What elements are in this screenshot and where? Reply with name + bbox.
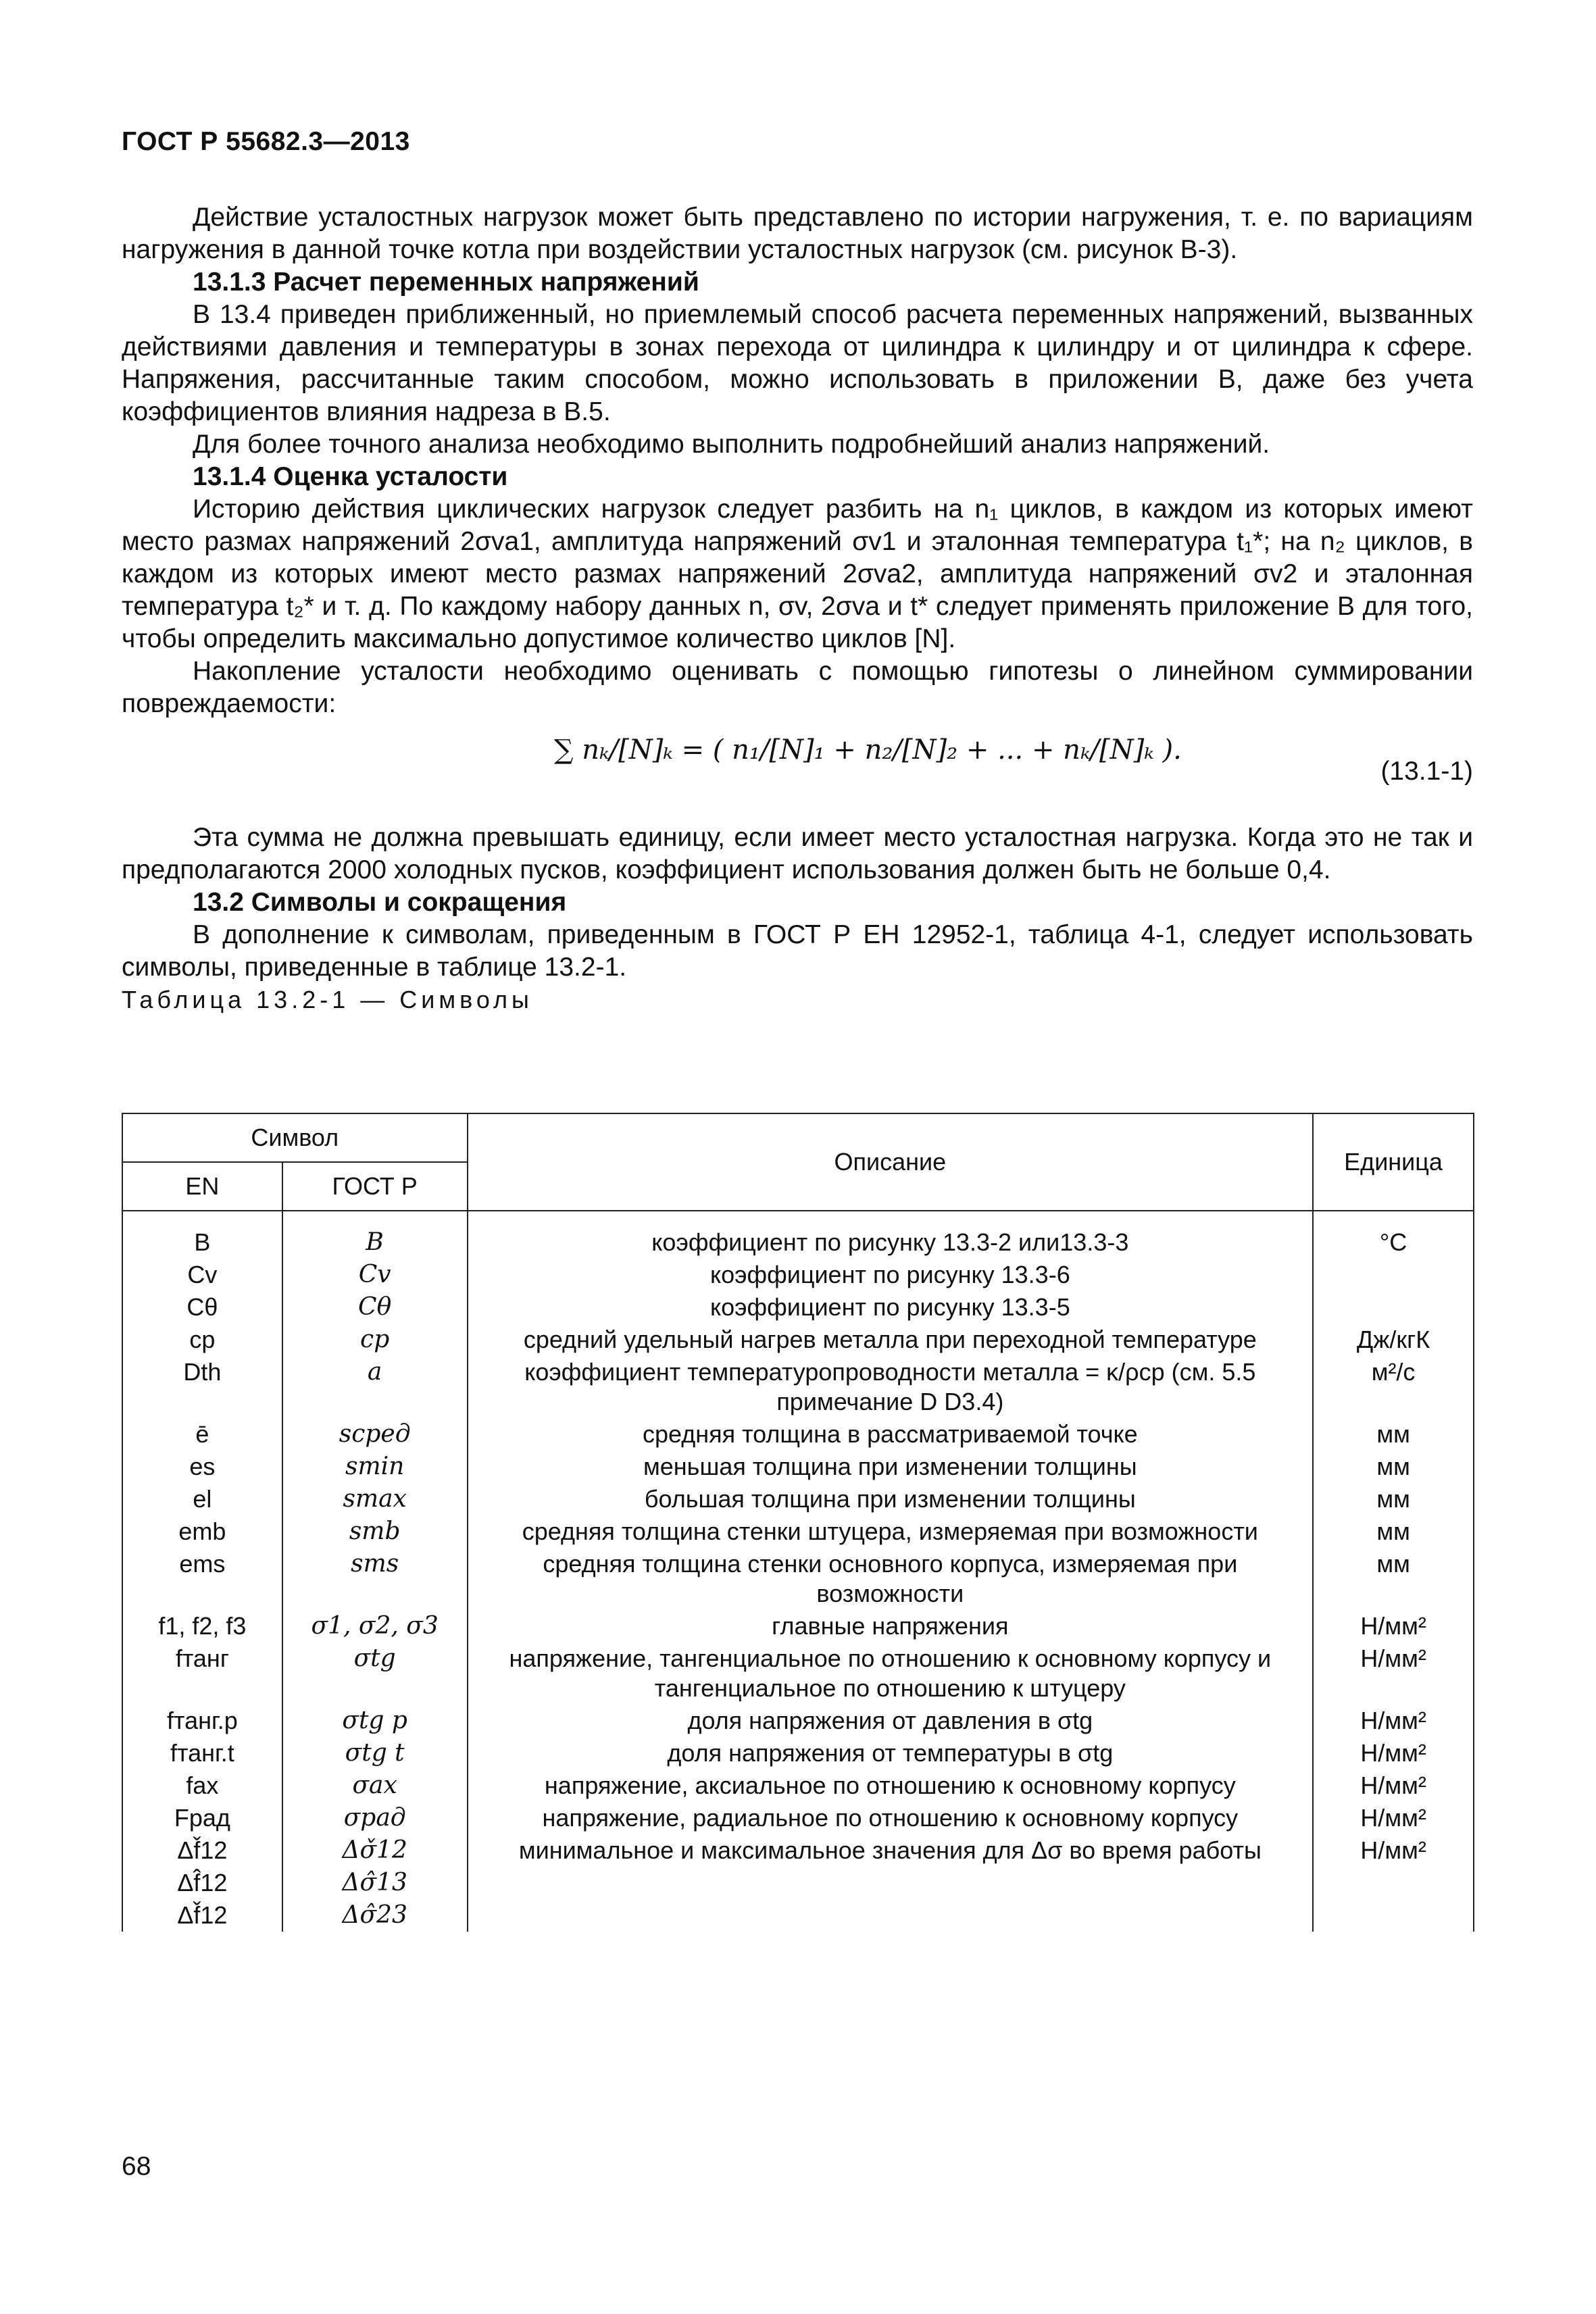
cell-en: emb xyxy=(122,1515,282,1548)
document-body xyxy=(122,201,1473,1016)
page-number: 68 xyxy=(122,2152,151,2181)
cell-en: Fрад xyxy=(122,1802,282,1834)
paragraph: Накопление усталости необходимо оценивать с помощью гипотезы о линейном суммировании повреждаемости: xyxy=(122,657,1473,718)
paragraph: Действие усталостных нагрузок может быть представлено по истории нагружения, т. е. по вариациям нагружения в данной точке котла при воздействии усталостных нагрузок (см. рисунок В-3). xyxy=(122,203,1473,264)
header-en: EN xyxy=(122,1162,282,1211)
table-row xyxy=(122,1418,1474,1451)
document-header: ГОСТ Р 55682.3—2013 xyxy=(122,127,410,156)
formula: ∑ nₖ/[N]ₖ = ( n₁/[N]₁ + n₂/[N]₂ + ... + nₖ/[N]ₖ ). xyxy=(554,734,1182,765)
cell-desc xyxy=(468,1867,1314,1899)
section-heading: 13.2 Символы и сокращения xyxy=(193,888,567,917)
cell-unit: Дж/кгК xyxy=(1313,1324,1474,1356)
cell-unit: Н/мм² xyxy=(1313,1834,1474,1867)
cell-unit xyxy=(1313,1867,1474,1899)
cell-gost: smb xyxy=(282,1515,468,1548)
cell-en: es xyxy=(122,1451,282,1483)
cell-gost: B xyxy=(282,1211,468,1259)
cell-desc: средний удельный нагрев металла при переходной температуре xyxy=(468,1324,1314,1356)
section-heading: 13.1.3 Расчет переменных напряжений xyxy=(193,268,699,297)
formula-number: (13.1-1) xyxy=(1380,757,1473,786)
table-row xyxy=(122,1324,1474,1356)
table-row xyxy=(122,1356,1474,1418)
cell-desc: напряжение, тангенциальное по отношению к основному корпусу и тангенциальное по отношению к штуцеру xyxy=(468,1642,1314,1705)
table-body xyxy=(122,1211,1474,1932)
cell-desc: коэффициент по рисунку 13.3-6 xyxy=(468,1259,1314,1291)
table-row xyxy=(122,1291,1474,1324)
cell-unit xyxy=(1313,1899,1474,1932)
header-symbol: Символ xyxy=(122,1113,468,1162)
cell-gost: sms xyxy=(282,1548,468,1610)
cell-unit: мм xyxy=(1313,1483,1474,1515)
cell-unit: мм xyxy=(1313,1451,1474,1483)
table-row xyxy=(122,1548,1474,1610)
table-row xyxy=(122,1259,1474,1291)
cell-desc: средняя толщина стенки штуцера, измеряемая при возможности xyxy=(468,1515,1314,1548)
cell-gost: Δσ̂13 xyxy=(282,1867,468,1899)
header-gost: ГОСТ Р xyxy=(282,1162,468,1211)
cell-gost: σax xyxy=(282,1769,468,1802)
cell-desc: меньшая толщина при изменении толщины xyxy=(468,1451,1314,1483)
formula-row xyxy=(122,727,1473,815)
table-row xyxy=(122,1899,1474,1932)
cell-desc: коэффициент температуропроводности металла = κ/ρcp (см. 5.5 примечание D D3.4) xyxy=(468,1356,1314,1418)
table-row xyxy=(122,1610,1474,1642)
cell-unit xyxy=(1313,1291,1474,1324)
cell-gost: σtg t xyxy=(282,1737,468,1769)
cell-desc: большая толщина при изменении толщины xyxy=(468,1483,1314,1515)
table-row xyxy=(122,1867,1474,1899)
cell-desc: коэффициент по рисунку 13.3-5 xyxy=(468,1291,1314,1324)
cell-en: fax xyxy=(122,1769,282,1802)
cell-unit: м²/с xyxy=(1313,1356,1474,1418)
cell-desc: напряжение, аксиальное по отношению к основному корпусу xyxy=(468,1769,1314,1802)
cell-en: el xyxy=(122,1483,282,1515)
cell-gost: σtg xyxy=(282,1642,468,1705)
cell-desc: минимальное и максимальное значения для Δσ во время работы xyxy=(468,1834,1314,1867)
cell-en: fтанг.p xyxy=(122,1705,282,1737)
cell-unit: °C xyxy=(1313,1211,1474,1259)
cell-gost: σ1, σ2, σ3 xyxy=(282,1610,468,1642)
cell-unit: мм xyxy=(1313,1515,1474,1548)
cell-unit: мм xyxy=(1313,1548,1474,1610)
table-row xyxy=(122,1769,1474,1802)
table-row xyxy=(122,1834,1474,1867)
cell-gost: σtg p xyxy=(282,1705,468,1737)
cell-en: fтанг xyxy=(122,1642,282,1705)
cell-desc: доля напряжения от давления в σtg xyxy=(468,1705,1314,1737)
cell-gost: Δσ̌12 xyxy=(282,1834,468,1867)
cell-gost: sсред xyxy=(282,1418,468,1451)
paragraph: В 13.4 приведен приближенный, но приемлемый способ расчета переменных напряжений, вызванных действиями давления и температуры в зонах перехода от цилиндра к цилиндру и от цилиндра к сфере. Напряжения, рассчитанные таким способом, можно использовать в приложении В, даже без учета коэффициентов влияния надреза в В.5. xyxy=(122,300,1473,426)
table-row xyxy=(122,1737,1474,1769)
cell-en: B xyxy=(122,1211,282,1259)
cell-en: ems xyxy=(122,1548,282,1610)
cell-unit: Н/мм² xyxy=(1313,1642,1474,1705)
cell-en: Dth xyxy=(122,1356,282,1418)
cell-en: Δf̌12 xyxy=(122,1834,282,1867)
cell-desc: главные напряжения xyxy=(468,1610,1314,1642)
cell-en: Δf̂12 xyxy=(122,1867,282,1899)
paragraph: Эта сумма не должна превышать единицу, если имеет место усталостная нагрузка. Когда это не так и предполагаются 2000 холодных пусков, коэффициент использования должен быть не больше 0,4. xyxy=(122,823,1473,884)
header-description: Описание xyxy=(468,1113,1314,1211)
cell-unit: мм xyxy=(1313,1418,1474,1451)
cell-unit: Н/мм² xyxy=(1313,1705,1474,1737)
cell-en: Δf̌12 xyxy=(122,1899,282,1932)
table-caption: Таблица 13.2-1 — Символы xyxy=(122,986,533,1013)
cell-unit: Н/мм² xyxy=(1313,1737,1474,1769)
table-row xyxy=(122,1642,1474,1705)
cell-gost: Cθ xyxy=(282,1291,468,1324)
cell-desc: средняя толщина в рассматриваемой точке xyxy=(468,1418,1314,1451)
cell-en: f1, f2, f3 xyxy=(122,1610,282,1642)
cell-gost: a xyxy=(282,1356,468,1418)
table-row xyxy=(122,1211,1474,1259)
cell-gost: σрад xyxy=(282,1802,468,1834)
table-row xyxy=(122,1451,1474,1483)
cell-en: fтанг.t xyxy=(122,1737,282,1769)
cell-gost: Δσ̂23 xyxy=(282,1899,468,1932)
cell-desc: напряжение, радиальное по отношению к основному корпусу xyxy=(468,1802,1314,1834)
cell-desc: доля напряжения от температуры в σtg xyxy=(468,1737,1314,1769)
cell-desc: средняя толщина стенки основного корпуса, измеряемая при возможности xyxy=(468,1548,1314,1610)
cell-desc: коэффициент по рисунку 13.3-2 или13.3-3 xyxy=(468,1211,1314,1259)
cell-en: Cθ xyxy=(122,1291,282,1324)
cell-unit: Н/мм² xyxy=(1313,1610,1474,1642)
cell-gost: smin xyxy=(282,1451,468,1483)
cell-en: cp xyxy=(122,1324,282,1356)
table-row xyxy=(122,1705,1474,1737)
symbols-table xyxy=(122,1113,1474,1932)
cell-gost: cp xyxy=(282,1324,468,1356)
paragraph: В дополнение к символам, приведенным в ГОСТ Р ЕН 12952-1, таблица 4-1, следует использовать символы, приведенные в таблице 13.2-1. xyxy=(122,920,1473,982)
header-unit: Единица xyxy=(1313,1113,1474,1211)
cell-en: Cv xyxy=(122,1259,282,1291)
cell-unit: Н/мм² xyxy=(1313,1769,1474,1802)
table-row xyxy=(122,1483,1474,1515)
cell-gost: Cv xyxy=(282,1259,468,1291)
cell-unit: Н/мм² xyxy=(1313,1802,1474,1834)
paragraph: Для более точного анализа необходимо выполнить подробнейший анализ напряжений. xyxy=(193,430,1270,459)
cell-gost: smax xyxy=(282,1483,468,1515)
cell-en: ē xyxy=(122,1418,282,1451)
section-heading: 13.1.4 Оценка усталости xyxy=(193,462,508,491)
paragraph: Историю действия циклических нагрузок следует разбить на n₁ циклов, в каждом из которых имеют место размах напряжений 2σva1, амплитуда напряжений σv1 и эталонная температура t₁*; на n₂ циклов, в каждом из которых имеют место размах напряжений 2σva2, амплитуда напряжений σv2 и эталонная температура t₂* и т. д. По каждому набору данных n, σv, 2σva и t* следует применять приложение В для того, чтобы определить максимально допустимое количество циклов [N]. xyxy=(122,495,1473,653)
cell-unit xyxy=(1313,1259,1474,1291)
table-row xyxy=(122,1515,1474,1548)
table-row xyxy=(122,1802,1474,1834)
cell-desc xyxy=(468,1899,1314,1932)
